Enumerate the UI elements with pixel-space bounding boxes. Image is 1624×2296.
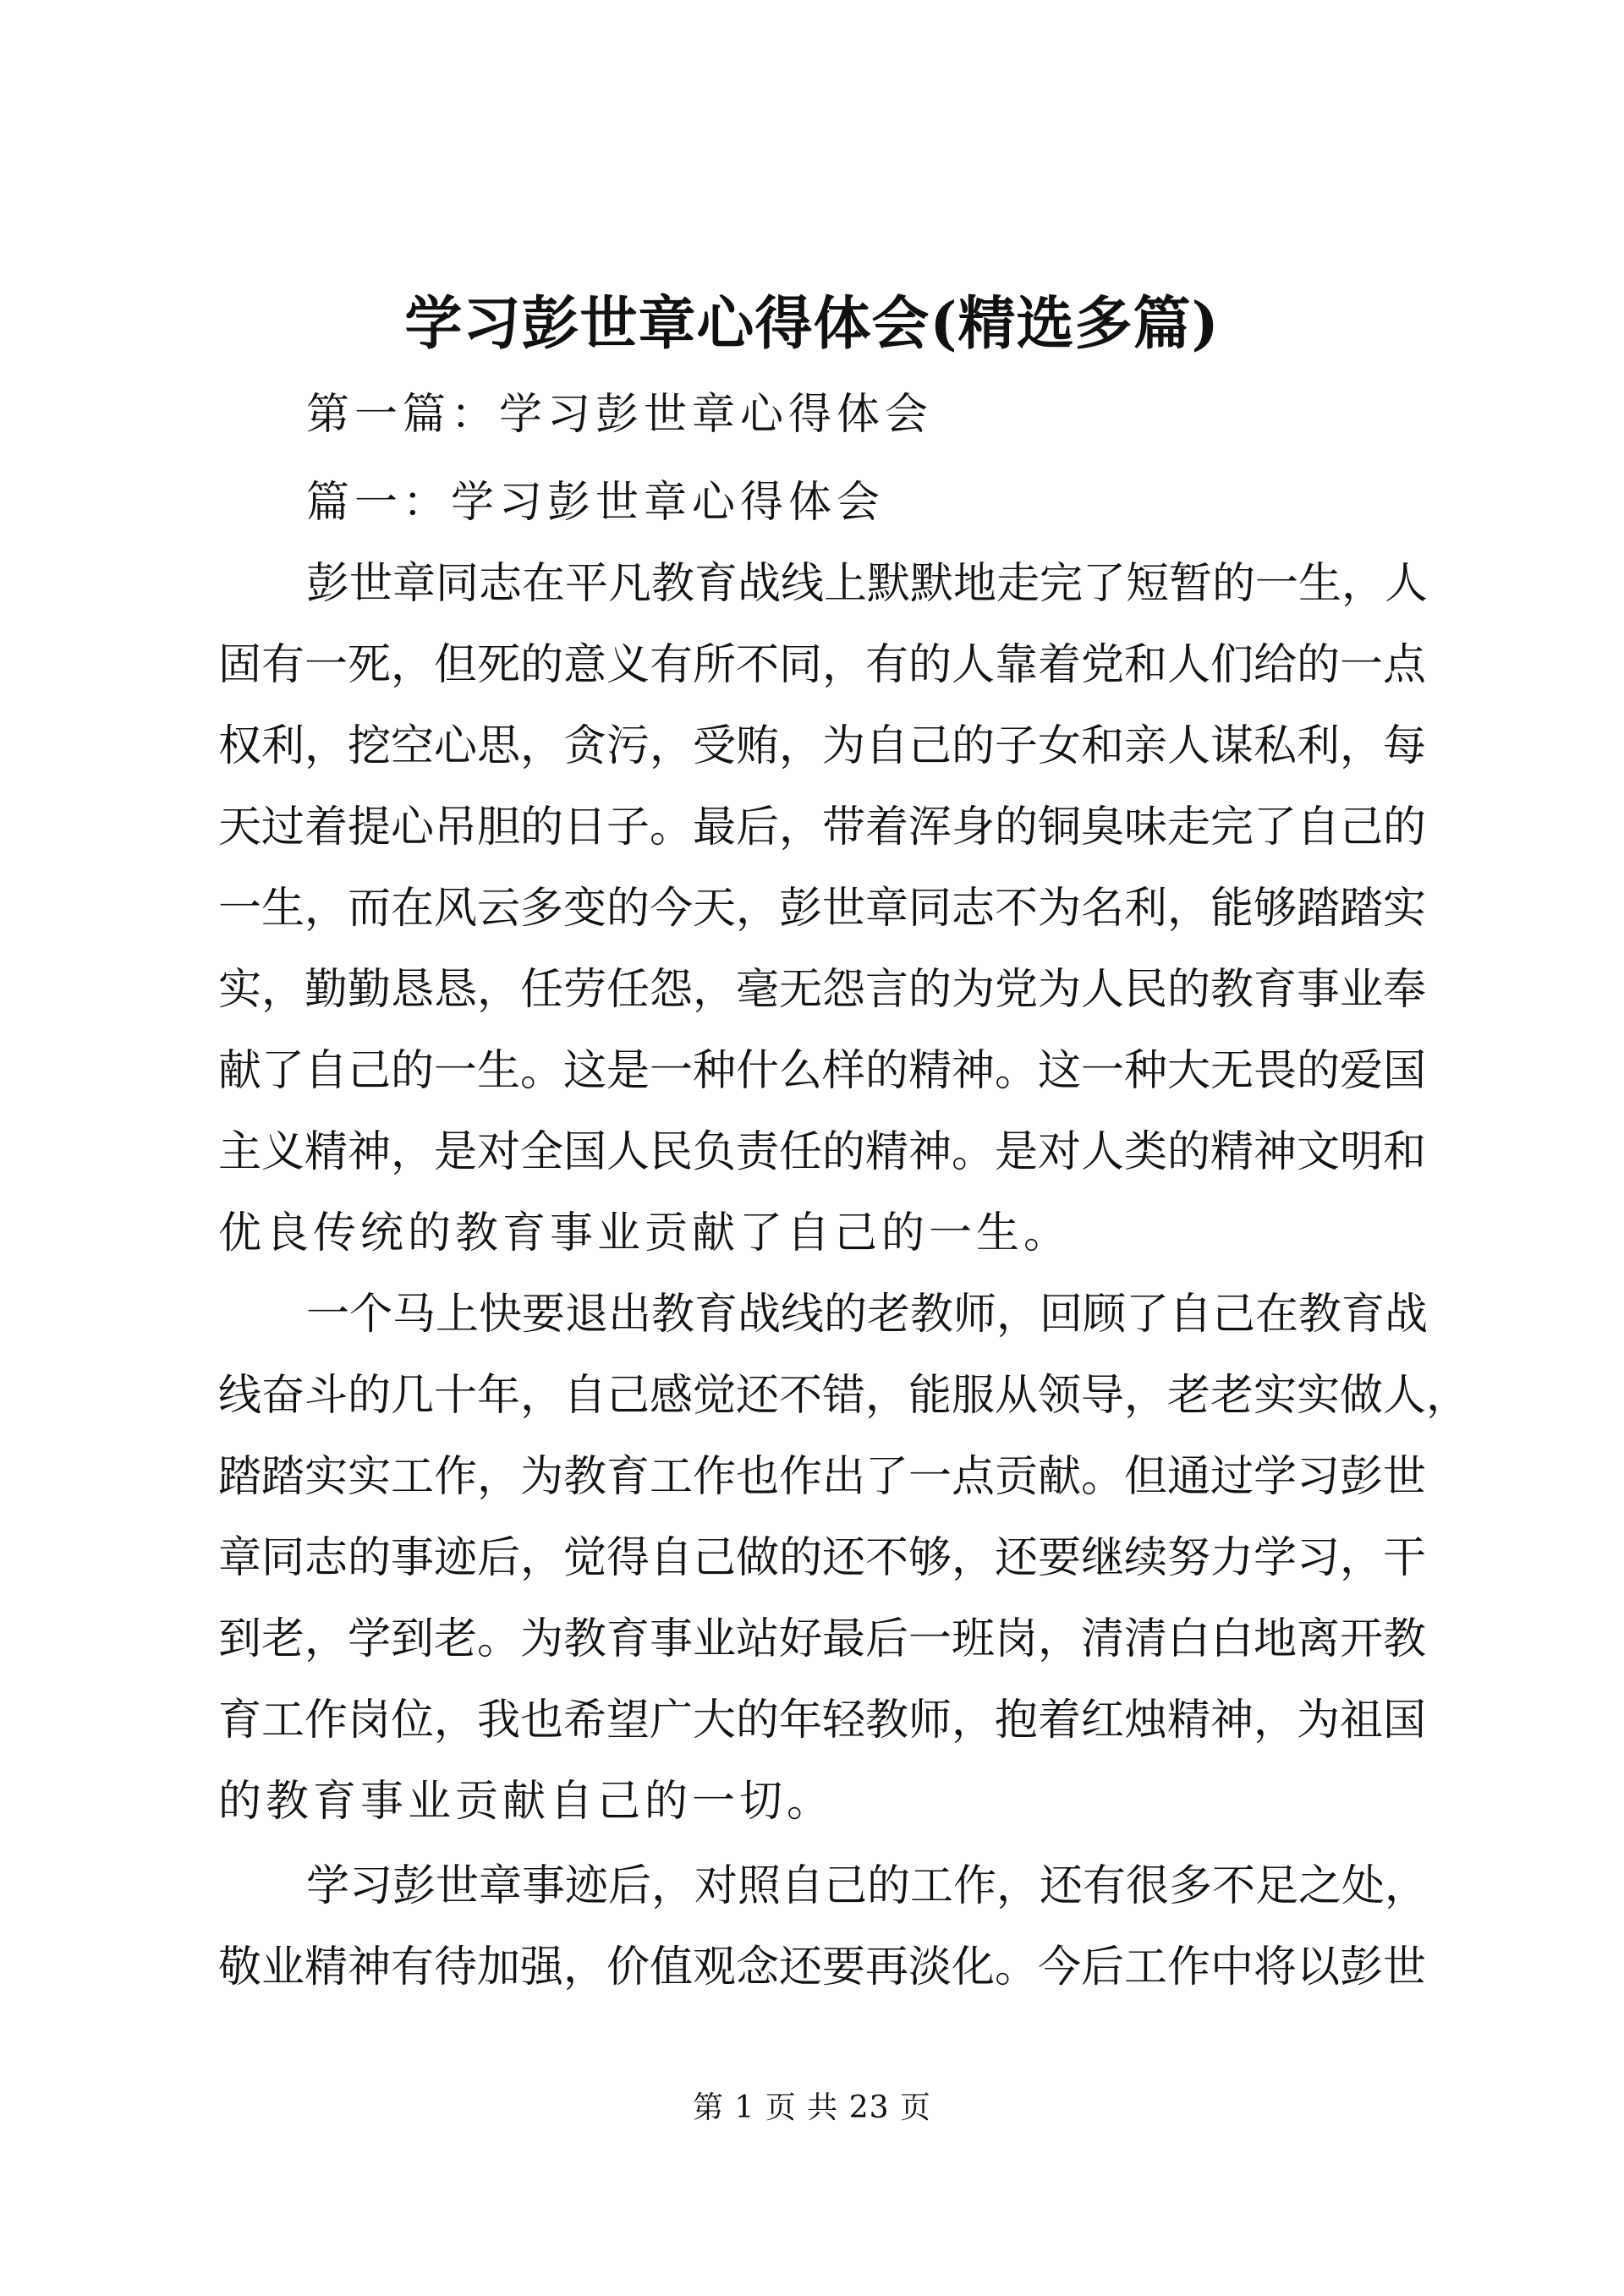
paragraph-1-line-4: 天过着提心吊胆的日子。最后，带着浑身的铜臭味走完了自己的: [218, 803, 1427, 852]
section-heading-1: 第一篇：学习彭世章心得体会: [306, 390, 934, 440]
paragraph-2-line-3: 踏踏实实工作，为教育工作也作出了一点贡献。但通过学习彭世: [218, 1452, 1427, 1502]
section-heading-2: 篇一：学习彭世章心得体会: [306, 478, 886, 528]
paragraph-1-line-2: 固有一死，但死的意义有所不同，有的人靠着党和人们给的一点: [218, 640, 1427, 690]
paragraph-2-line-7: 的教育事业贡献自己的一切。: [218, 1777, 835, 1827]
paragraph-1-line-9: 优良传统的教育事业贡献了自己的一生。: [218, 1208, 1072, 1258]
paragraph-2-line-4: 章同志的事迹后，觉得自己做的还不够，还要继续努力学习，干: [218, 1533, 1427, 1583]
paragraph-1-line-1: 彭世章同志在平凡教育战线上默默地走完了短暂的一生，人: [306, 559, 1429, 609]
paragraph-1-line-8: 主义精神，是对全国人民负责任的精神。是对人类的精神文明和: [218, 1127, 1427, 1177]
paragraph-1-line-6: 实，勤勤恳恳，任劳任怨，毫无怨言的为党为人民的教育事业奉: [218, 965, 1427, 1015]
paragraph-2-line-6: 育工作岗位，我也希望广大的年轻教师，抱着红烛精神，为祖国: [218, 1696, 1427, 1745]
paragraph-2-line-1: 一个马上快要退出教育战线的老教师，回顾了自己在教育战: [306, 1290, 1429, 1340]
paragraph-3-line-2: 敬业精神有待加强，价值观念还要再淡化。今后工作中将以彭世: [218, 1943, 1427, 1992]
paragraph-2-line-2: 线奋斗的几十年，自己感觉还不错，能服从领导，老老实实做人，: [218, 1371, 1470, 1421]
paragraph-1-line-5: 一生，而在风云多变的今天，彭世章同志不为名利，能够踏踏实: [218, 884, 1427, 934]
page-number-footer: 第 1 页 共 23 页: [693, 2091, 931, 2125]
paragraph-1-line-7: 献了自己的一生。这是一种什么样的精神。这一种大无畏的爱国: [218, 1046, 1427, 1096]
document-title: 学习彭世章心得体会(精选多篇): [404, 290, 1220, 358]
paragraph-2-line-5: 到老，学到老。为教育事业站好最后一班岗，清清白白地离开教: [218, 1614, 1427, 1664]
paragraph-1-line-3: 权利，挖空心思，贪污，受贿，为自己的子女和亲人谋私利，每: [218, 721, 1427, 771]
paragraph-3-line-1: 学习彭世章事迹后，对照自己的工作，还有很多不足之处，: [306, 1861, 1429, 1911]
